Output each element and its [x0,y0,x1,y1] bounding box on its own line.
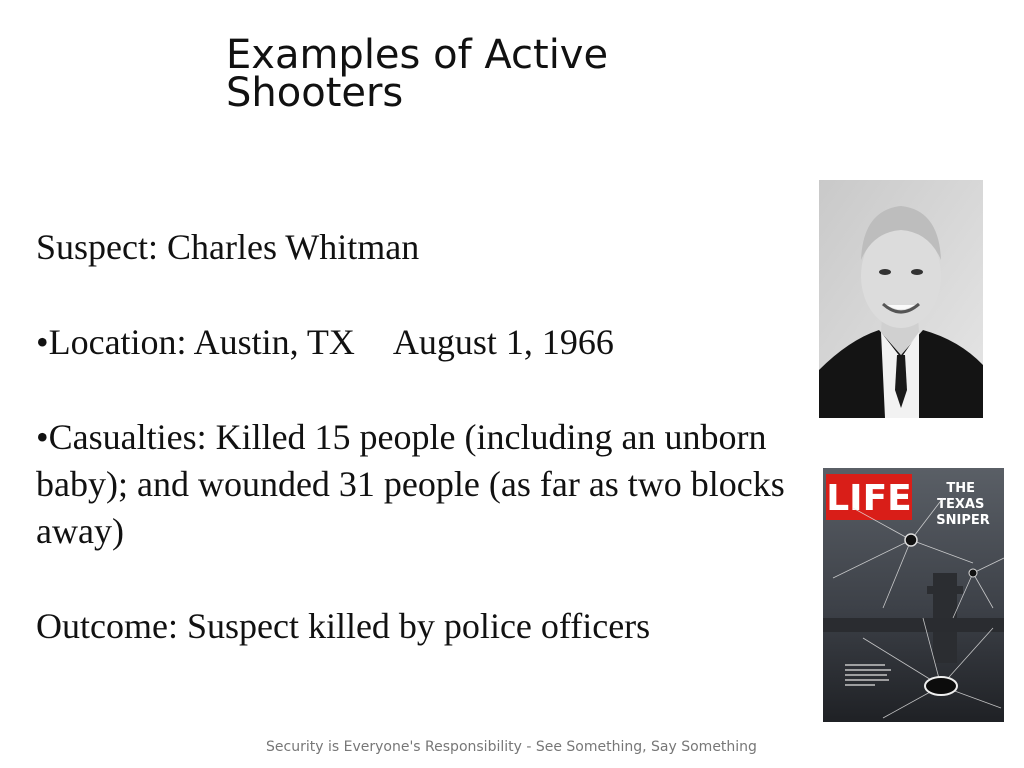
suspect-line: Suspect: Charles Whitman [36,227,420,267]
date-text: August 1, 1966 [392,322,614,362]
location-text: •Location: Austin, TX [36,322,355,362]
footer-text: Security is Everyone's Responsibility - See Something, Say Something [266,739,757,755]
magazine-cover [823,468,1004,722]
slide-footer [0,739,1024,755]
life-logo-text: LIFE [826,478,912,519]
slide-body [36,224,796,650]
cover-headline-3: SNIPER [936,513,990,528]
portrait-photo [819,180,983,418]
slide-title: Examples of Active Shooters [226,32,609,116]
cover-headline-2: TEXAS [937,497,985,512]
casualties-line: •Casualties: Killed 15 people (including an unborn baby); and wounded 31 people (as far as two blocks away) [36,417,785,551]
cover-headline-1: THE [946,481,976,496]
location-line [36,319,796,366]
outcome-line: Outcome: Suspect killed by police officers [36,606,651,646]
